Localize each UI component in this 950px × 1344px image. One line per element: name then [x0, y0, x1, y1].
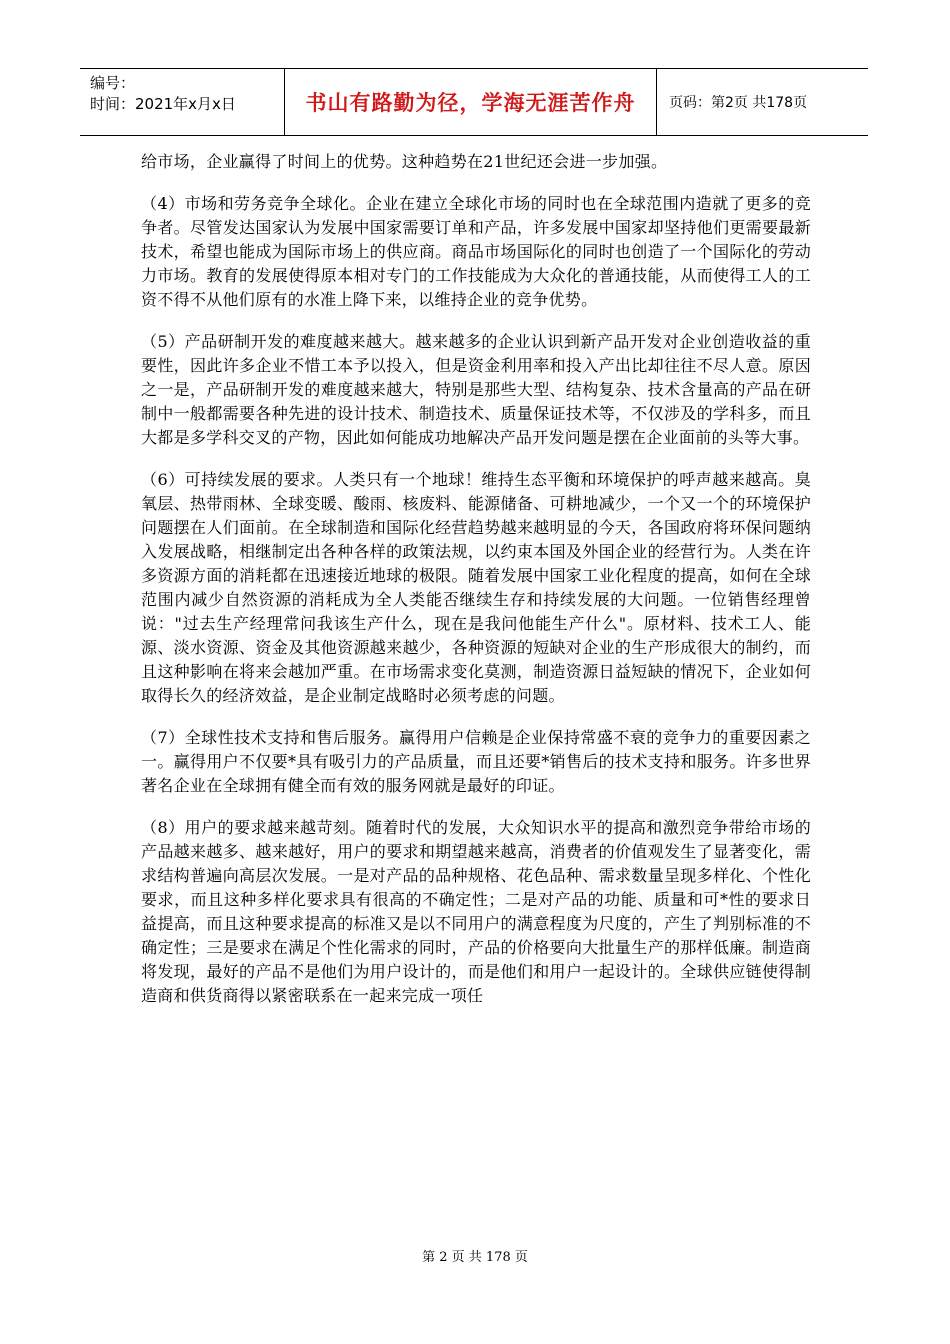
- paragraph: （5）产品研制开发的难度越来越大。越来越多的企业认识到新产品开发对企业创造收益的重要性，因此许多企业不惜工本予以投入，但是资金利用率和投入产出比却往往不尽人意。原因之一是，产品研制开发的难度越来越大，特别是那些大型、结构复杂、技术含量高的产品在研制中一般都需要各种先进的设计技术、制造技术、质量保证技术等，不仅涉及的学科多，而且大都是多学科交叉的产物，因此如何能成功地解决产品开发问题是摆在企业面前的头等大事。: [141, 332, 811, 447]
- header-page-info: 页码：第2页 共178页: [669, 95, 808, 111]
- paragraph: （6）可持续发展的要求。人类只有一个地球！维持生态平衡和环境保护的呼声越来越高。臭氧层、热带雨林、全球变暖、酸雨、核废料、能源储备、可耕地减少，一个又一个的环境保护问题摆在人们面前。在全球制造和国际化经营趋势越来越明显的今天，各国政府将环保问题纳入发展战略，相继制定出各种各样的政策法规，以约束本国及外国企业的经营行为。人类在许多资源方面的消耗都在迅速接近地球的极限。随着发展中国家工业化程度的提高，如何在全球范围内减少自然资源的消耗成为全人类能否继续生存和持续发展的大问题。一位销售经理曾说："过去生产经理常问我该生产什么，现在是我问他能生产什么"。原材料、技术工人、能源、淡水资源、资金及其他资源越来越少，各种资源的短缺对企业的生产形成很大的制约，而且这种影响在将来会越加严重。在市场需求变化莫测，制造资源日益短缺的情况下，企业如何取得长久的经济效益，是企业制定战略时必须考虑的问题。: [141, 470, 811, 705]
- header-meta: [80, 69, 285, 135]
- time-label: 时间：2021年x月x日: [90, 95, 236, 113]
- page-header: [80, 68, 868, 136]
- document-body: [141, 150, 811, 1026]
- paragraph: 给市场，企业赢得了时间上的优势。这种趋势在21世纪还会进一步加强。: [141, 152, 668, 171]
- header-motto: 书山有路勤为径，学海无涯苦作舟: [285, 69, 657, 135]
- page-footer: 第 2 页 共 178 页: [422, 1250, 528, 1265]
- paragraph: （8）用户的要求越来越苛刻。随着时代的发展，大众知识水平的提高和激烈竞争带给市场的产品越来越多、越来越好，用户的要求和期望越来越高，消费者的价值观发生了显著变化，需求结构普遍向高层次发展。一是对产品的品种规格、花色品种、需求数量呈现多样化、个性化要求，而且这种多样化要求具有很高的不确定性；二是对产品的功能、质量和可*性的要求日益提高，而且这种要求提高的标准又是以不同用户的满意程度为尺度的，产生了判别标准的不确定性；三是要求在满足个性化需求的同时，产品的价格要向大批量生产的那样低廉。制造商将发现，最好的产品不是他们为用户设计的，而是他们和用户一起设计的。全球供应链使得制造商和供货商得以紧密联系在一起来完成一项任: [141, 818, 811, 1005]
- paragraph: （4）市场和劳务竞争全球化。企业在建立全球化市场的同时也在全球范围内造就了更多的竞争者。尽管发达国家认为发展中国家需要订单和产品，许多发展中国家却坚持他们更需要最新技术，希望也能成为国际市场上的供应商。商品市场国际化的同时也创造了一个国际化的劳动力市场。教育的发展使得原本相对专门的工作技能成为大众化的普通技能，从而使得工人的工资不得不从他们原有的水准上降下来，以维持企业的竞争优势。: [141, 194, 811, 309]
- number-label: 编号：: [90, 74, 136, 92]
- paragraph: （7）全球性技术支持和售后服务。赢得用户信赖是企业保持常盛不衰的竞争力的重要因素之一。赢得用户不仅要*具有吸引力的产品质量，而且还要*销售后的技术支持和服务。许多世界著名企业在全球拥有健全而有效的服务网就是最好的印证。: [141, 728, 811, 795]
